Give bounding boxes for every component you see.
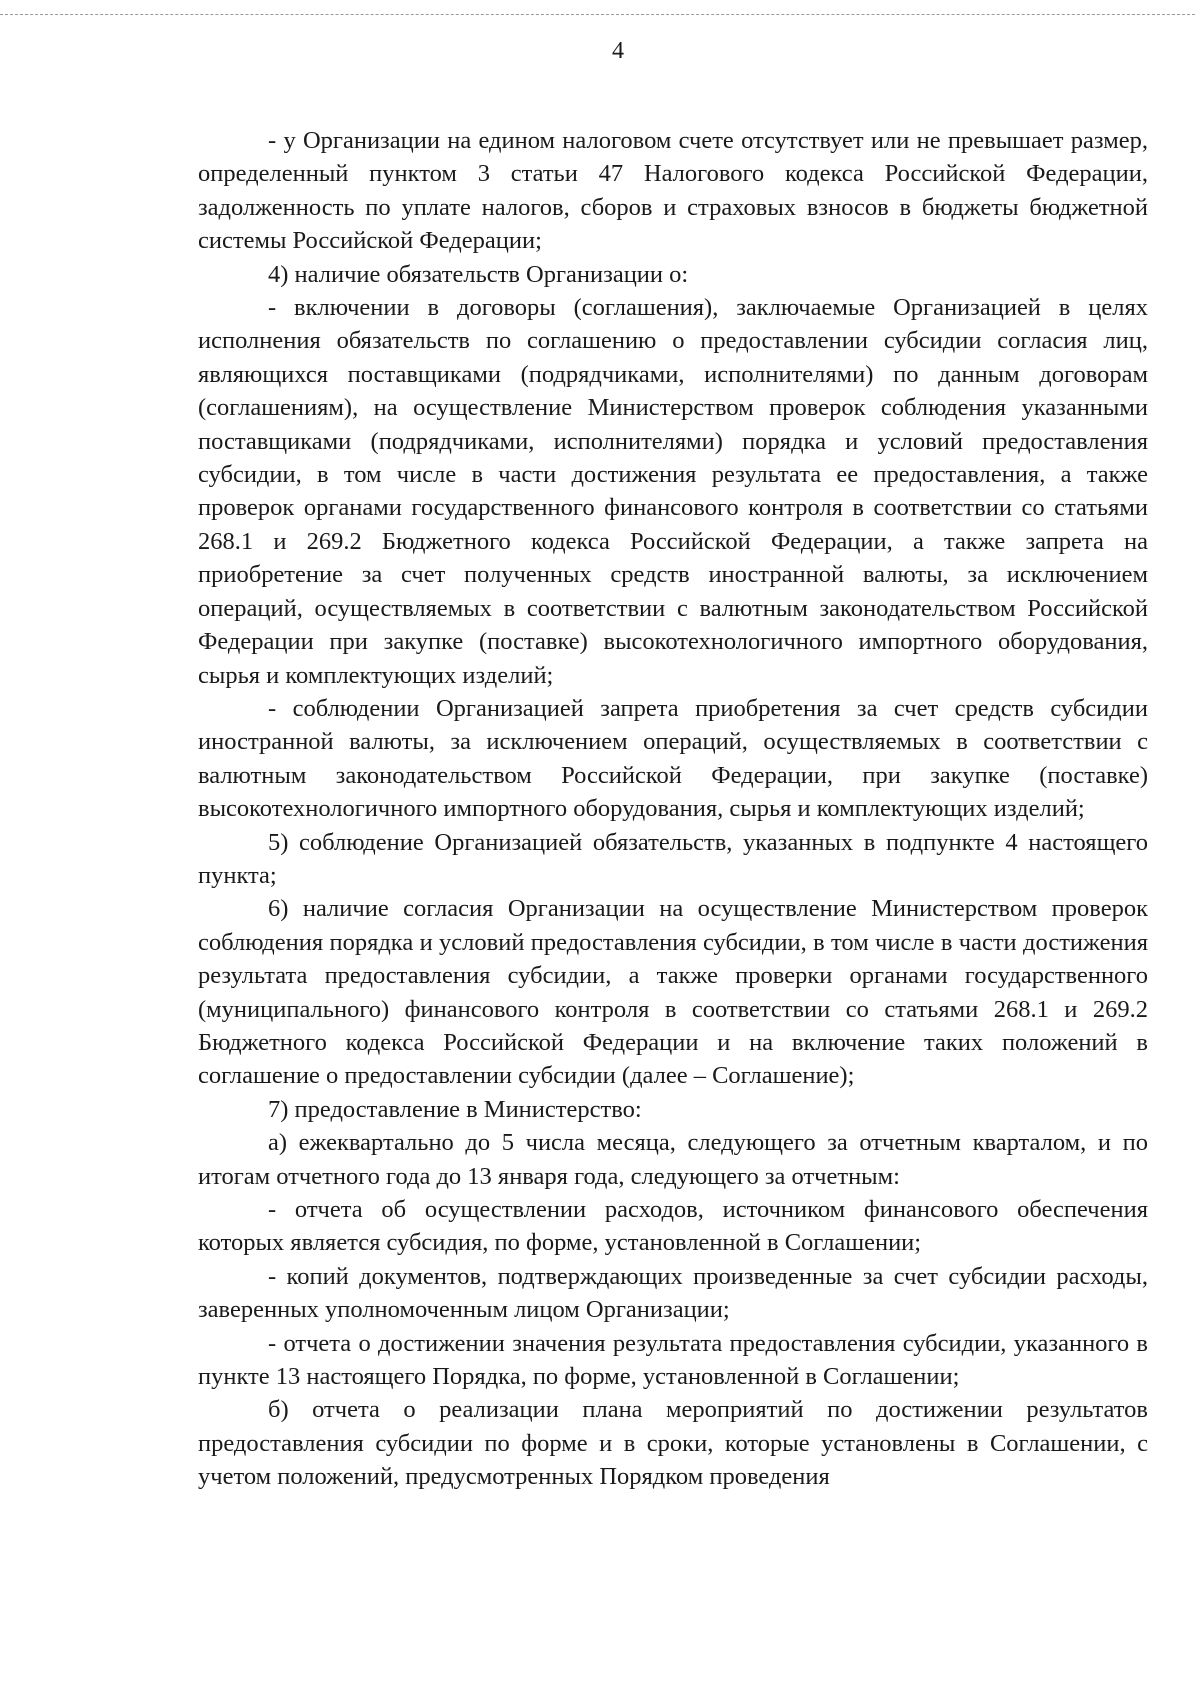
paragraph-4: - соблюдении Организацией запрета приобретения за счет средств субсидии иностранной валюты, за исключением операций, осуществляемых в соответствии с валютным законодательством Российской Федерации, при закупке (поставке) высокотехнологичного импортного оборудования, сырья и комплектующих изделий;	[198, 694, 1148, 823]
paragraph-5: 5) соблюдение Организацией обязательств, указанных в подпункте 4 настоящего пункта;	[198, 828, 1148, 889]
paragraph-7: 7) предоставление в Министерство:	[268, 1095, 642, 1123]
paragraph-8: а) ежеквартально до 5 числа месяца, следующего за отчетным кварталом, и по итогам отчетного года до 13 января года, следующего за отчетным:	[198, 1129, 1148, 1190]
paragraph-11: - отчета о достижении значения результата предоставления субсидии, указанного в пункте 13 настоящего Порядка, по форме, установленной в Соглашении;	[198, 1329, 1148, 1391]
paragraph-1: - у Организации на едином налоговом счете отсутствует или не превышает размер, определенный пунктом 3 статьи 47 Налогового кодекса Российской Федерации, задолженность по уплате налогов, сборов и страховых взносов в бюджеты бюджетной системы Российской Федерации;	[198, 127, 1148, 255]
paragraph-10: - копий документов, подтверждающих произведенные за счет субсидии расходы, заверенных уполномоченным лицом Организации;	[198, 1262, 1148, 1324]
paragraph-6: 6) наличие согласия Организации на осуществление Министерством проверок соблюдения порядка и условий предоставления субсидии, в том числе в части достижения результата предоставления субсидии, а также проверки органами государственного (муниципального) финансового контроля в соответствии со статьями 268.1 и 269.2 Бюджетного кодекса Российской Федерации и на включение таких положений в соглашение о предоставлении субсидии (далее – Соглашение);	[198, 895, 1148, 1090]
page-number: 4	[612, 38, 624, 64]
paragraph-9: - отчета об осуществлении расходов, источником финансового обеспечения которых является субсидия, по форме, установленной в Соглашении;	[198, 1196, 1148, 1257]
paragraph-3: - включении в договоры (соглашения), заключаемые Организацией в целях исполнения обязательств по соглашению о предоставлении субсидии согласия лиц, являющихся поставщиками (подрядчиками, исполнителями) по данным договорам (соглашениям), на осуществление Министерством проверок соблюдения указанными поставщиками (подрядчиками, исполнителями) порядка и условий предоставления субсидии, в том числе в части достижения результата ее предоставления, а также проверок органами государственного финансового контроля в соответствии со статьями 268.1 и 269.2 Бюджетного кодекса Российской Федерации, а также запрета на приобретение за счет полученных средств иностранной валюты, за исключением операций, осуществляемых в соответствии с валютным законодательством Российской Федерации при закупке (поставке) высокотехнологичного импортного оборудования, сырья и комплектующих изделий;	[198, 294, 1148, 689]
paragraph-2: 4) наличие обязательств Организации о:	[268, 260, 689, 288]
paragraph-12: б) отчета о реализации плана мероприятий по достижении результатов предоставления субсидии по форме и в сроки, которые установлены в Соглашении, с учетом положений, предусмотренных Порядком проведения	[198, 1396, 1148, 1491]
scan-edge-line	[0, 14, 1195, 15]
document-body	[198, 124, 1148, 1494]
